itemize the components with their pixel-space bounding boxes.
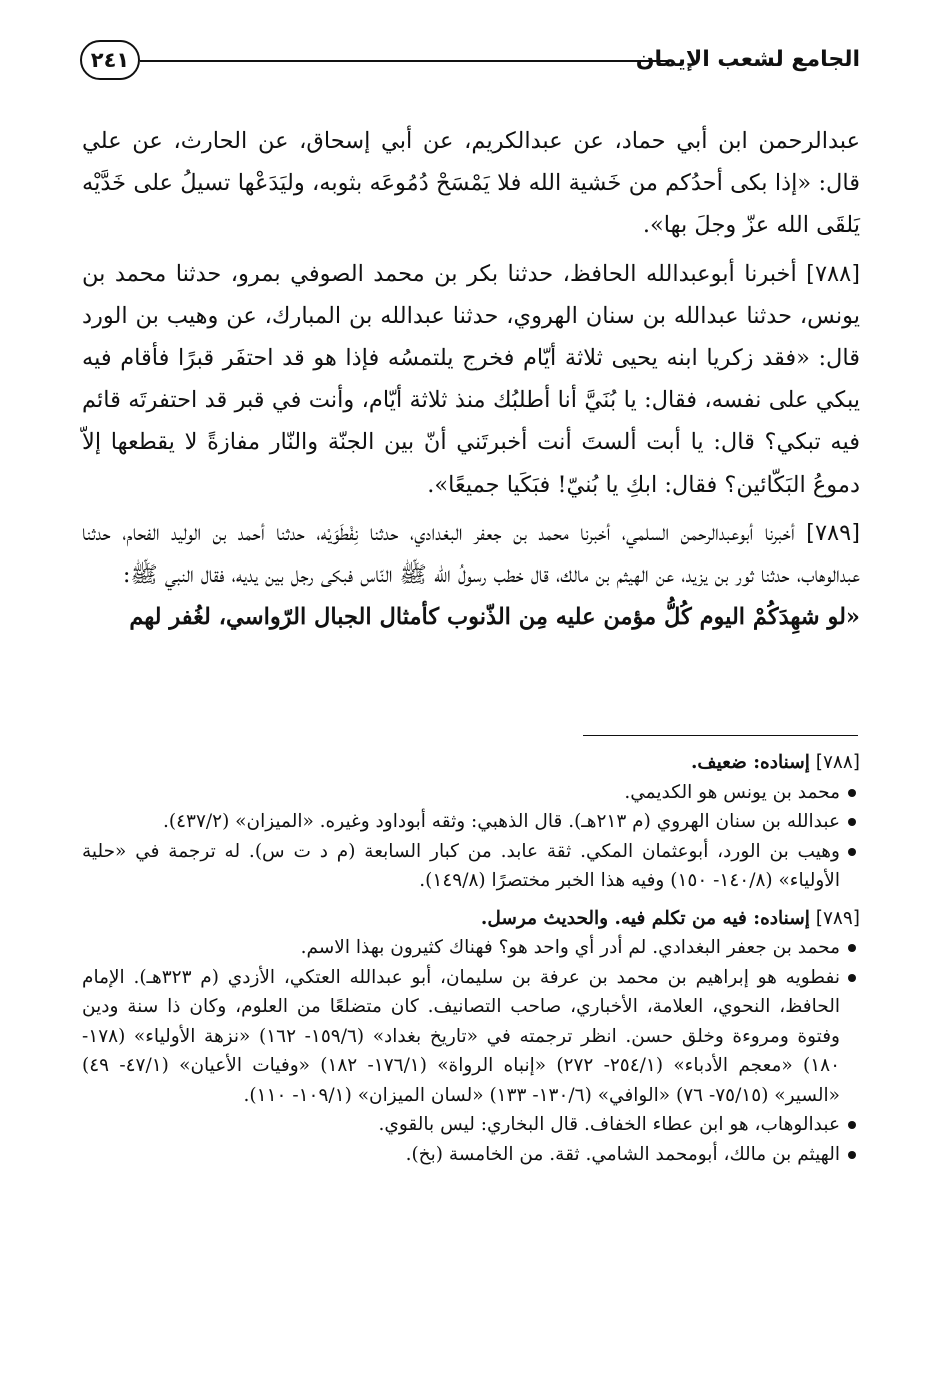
footnote-separator [583, 735, 858, 736]
footnote-789-ref: [٧٨٩] [815, 907, 860, 929]
spacer [82, 896, 860, 904]
footnote-789-list [82, 933, 860, 1169]
book-title: الجامع لشعب الإيمان [635, 47, 860, 72]
hadith-number-789: [٧٨٩] [806, 519, 860, 546]
paragraph-hadith-787-end: عبدالرحمن ابن أبي حماد، عن عبدالكريم، عن أبي إسحاق، عن الحارث، عن علي قال: «إذا بكى أحدُكم من خَشية الله فلا يَمْسَحْ دُمُوعَه بثوبه، وليَدَعْها تسيلُ على خَدَّيْه يَلقَى الله عزّ وجلَ بها». [82, 128, 860, 239]
footnote-item: الهيثم بن مالك، أبومحمد الشامي. ثقة. من الخامسة (بخ). [82, 1140, 840, 1170]
footnote-789-heading [82, 904, 860, 934]
footnote-item: نفطويه هو إبراهيم بن محمد بن عرفة بن سليمان، أبو عبدالله العتكي، الأزدي (م ٣٢٣هـ). الإمام الحافظ، النحوي، العلامة، الأخباري، صاحب التصانيف. كان متضلعًا من العلوم، وكان ذا سنة ودين وفتوة ومروءة وخلق حسن. انظر ترجمته في «تاريخ بغداد» (١٥٩/٦- ١٦٢) «نزهة الأولياء» (١٧٨- ١٨٠) «معجم الأدباء» (٢٥٤/١- ٢٧٢) «إنباه الرواة» (١٧٦/١- ١٨٢) «وفيات الأعيان» (٤٧/١- ٤٩) «السير» (٧٥/١٥- ٧٦) «الوافي» (١٣٠/٦- ١٣٣) «لسان الميزان» (١٠٩/١- ١١٠). [82, 963, 840, 1111]
footnote-item: محمد بن يونس هو الكديمي. [82, 778, 840, 808]
footnote-item: محمد بن جعفر البغدادي. لم أدر أي واحد هو؟ فهناك كثيرون بهذا الاسم. [82, 933, 840, 963]
footnote-788-ref: [٧٨٨] [815, 752, 860, 773]
footnotes [82, 748, 860, 1169]
paragraph-hadith-788 [82, 253, 860, 506]
running-header [80, 40, 860, 90]
paragraph-hadith-789 [82, 512, 860, 596]
hadith-789-text: أخبرنا أبوعبدالرحمن السلمي، أخبرنا محمد بن جعفر البغدادي، حدثنا نِفْطَوَيْه، حدثنا أحمد بن الوليد الفحام، حدثنا عبدالوهاب، حدثنا ثور بن يزيد، عن الهيثم بن مالك، قال خطب رسولُ الله ﷺ النّاس فبكى رجل بين يديه، فقال النبي ﷺ: [82, 519, 860, 589]
header-rule [140, 60, 670, 62]
footnote-item: عبدالله بن سنان الهروي (م ٢١٣هـ). قال الذهبي: وثقه أبوداود وغيره. «الميزان» (٤٣٧/٢). [82, 807, 840, 837]
footnote-788-list [82, 778, 860, 896]
footnote-item: عبدالوهاب، هو ابن عطاء الخفاف. قال البخاري: ليس بالقوي. [82, 1110, 840, 1140]
page-number: ٢٤١ [90, 48, 130, 72]
footnote-789-grade: إسناده: فيه من تكلم فيه. والحديث مرسل. [480, 907, 810, 929]
main-text [82, 120, 860, 638]
hadith-789-quote: «لو شهِدَكُمْ اليوم كُلُّ مؤمن عليه مِن الذّنوب كأمثال الجبال الرّواسي، لغُفر لهم [129, 604, 860, 631]
hadith-788-text: أخبرنا أبوعبدالله الحافظ، حدثنا بكر بن محمد الصوفي بمرو، حدثنا محمد بن يونس، حدثنا عبدالله بن سنان الهروي، حدثنا عبدالله بن المبارك، عن وهيب بن الورد قال: «فقد زكريا ابنه يحيى ثلاثة أيّام فخرج يلتمسُه فإذا هو قد احتفَر قبرًا فأقام فيه يبكي على نفسه، فقال: يا بُنَيَّ أنا أطلبُك منذ ثلاثة أيّام، وأنت في قبر قد احتفرتَه قائم فيه تبكي؟ قال: يا أبت ألستَ أنت أخبرتَني أنّ بين الجنّة والنّار مفازةً لا يقطعها إلاّ دموعُ البَكّائين؟ فقال: ابكِ يا بُنيّ! فبَكَيا جميعًا». [82, 260, 860, 498]
hadith-number-788: [٧٨٨] [806, 260, 860, 287]
page-number-badge [80, 40, 140, 80]
footnote-item: وهيب بن الورد، أبوعثمان المكي. ثقة عابد. من كبار السابعة (م د ت س). له ترجمة في «حلية الأولياء» (١٤٠/٨- ١٥٠) وفيه هذا الخبر مختصرًا (١٤٩/٨). [82, 837, 840, 896]
footnote-788-heading [82, 748, 860, 778]
footnote-788-grade: إسناده: ضعيف. [690, 752, 810, 773]
